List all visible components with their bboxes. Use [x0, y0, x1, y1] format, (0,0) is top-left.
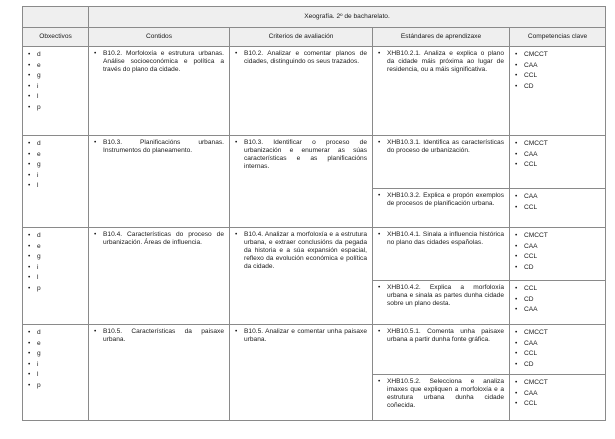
objective-item: • e [28, 150, 83, 161]
objective-item: • d [28, 139, 83, 150]
objective-item: • g [28, 71, 83, 82]
competences-list [515, 328, 600, 370]
competence-item: • CMCCT [515, 139, 600, 150]
criterion-cell [230, 47, 373, 136]
standard-cell [373, 375, 510, 421]
competence-item: • CMCCT [515, 378, 600, 389]
standard-cell [373, 325, 510, 375]
objective-item: • d [28, 328, 83, 339]
content-text: • B10.4. Características do proceso de urbanización. Áreas de influencia. [94, 231, 224, 247]
criterion-text: • B10.4. Analizar a morfoloxía e a estrutura urbana, e extraer conclusións da pegada da historia e a súa expansión espacial, reflexo da evolución económica e política da cidade. [235, 231, 367, 271]
content-cell [89, 47, 230, 136]
content-text: • B10.2. Morfoloxía e estrutura urbanas. Análise socioeconómica e política a través do plano da cidade. [94, 50, 224, 74]
standard-text: • XHB10.4.1. Sinala a influencia histórica no plano das cidades españolas. [378, 231, 504, 247]
objectives-cell [23, 228, 89, 325]
content-cell [89, 136, 230, 228]
objectives-cell [23, 47, 89, 136]
competence-item: • CD [515, 82, 600, 93]
column-header-competences: Competencias clave [510, 28, 606, 47]
objective-item: • p [28, 103, 83, 114]
curriculum-table [22, 6, 606, 421]
competences-list [515, 139, 600, 171]
title-row [23, 7, 606, 28]
criterion-cell [230, 325, 373, 421]
objective-item: • g [28, 252, 83, 263]
competence-item: • CAA [515, 305, 600, 316]
competences-cell [510, 281, 606, 325]
competence-item: • CMCCT [515, 328, 600, 339]
competence-item: • CD [515, 295, 600, 306]
competence-item: • CCL [515, 252, 600, 263]
competence-item: • CCL [515, 399, 600, 410]
competences-list [515, 231, 600, 273]
objective-item: • g [28, 349, 83, 360]
competence-item: • CAA [515, 389, 600, 400]
objective-item: • l [28, 370, 83, 381]
content-cell [89, 325, 230, 421]
competence-item: • CAA [515, 61, 600, 72]
objective-item: • i [28, 360, 83, 371]
standard-text: • XHB10.3.2. Explica e propón exemplos de procesos de planificación urbana. [378, 192, 504, 208]
objective-item: • i [28, 82, 83, 93]
competence-item: • CMCCT [515, 231, 600, 242]
table-title: Xeografía. 2º de bacharelato. [89, 7, 606, 28]
competence-item: • CCL [515, 71, 600, 82]
objective-item: • l [28, 181, 83, 192]
criterion-text: • B10.5. Analizar e comentar unha paisaxe urbana. [235, 328, 367, 344]
objective-item: • i [28, 171, 83, 182]
standard-text: • XHB10.4.2. Explica a morfoloxía urbana e sinala as partes dunha cidade sobre un plano desta. [378, 284, 504, 308]
criterion-text: • B10.3. Identificar o proceso de urbanización e enumerar as súas características e as planificacións internas. [235, 139, 367, 171]
competences-cell [510, 228, 606, 281]
standard-cell [373, 136, 510, 189]
objective-item: • e [28, 339, 83, 350]
competences-cell [510, 325, 606, 375]
column-header-row [23, 28, 606, 47]
content-text: • B10.3. Planificacións urbanas. Instrumentos do planeamento. [94, 139, 224, 155]
objective-item: • i [28, 263, 83, 274]
competence-item: • CD [515, 360, 600, 371]
objective-item: • e [28, 242, 83, 253]
title-blank-cell [23, 7, 89, 28]
competences-cell [510, 47, 606, 136]
objective-item: • e [28, 61, 83, 72]
standard-text: • XHB10.2.1. Analiza e explica o plano da cidade máis próxima ao lugar de residencia, ou a máis significativa. [378, 50, 504, 74]
content-cell [89, 228, 230, 325]
objectives-list [28, 231, 83, 294]
competences-list [515, 378, 600, 410]
standard-text: • XHB10.5.1. Comenta unha paisaxe urbana a partir dunha fonte gráfica. [378, 328, 504, 344]
table-row [23, 228, 606, 281]
standard-text: • XHB10.3.1. Identifica as características do proceso de urbanización. [378, 139, 504, 155]
objective-item: • p [28, 381, 83, 392]
competences-list [515, 192, 600, 213]
competence-item: • CAA [515, 150, 600, 161]
competences-cell [510, 189, 606, 228]
objectives-cell [23, 136, 89, 228]
criterion-cell [230, 136, 373, 228]
standard-cell [373, 281, 510, 325]
competence-item: • CAA [515, 339, 600, 350]
table-row [23, 325, 606, 375]
objectives-cell [23, 325, 89, 421]
competence-item: • CCL [515, 284, 600, 295]
objective-item: • g [28, 160, 83, 171]
objective-item: • l [28, 273, 83, 284]
column-header-objectives: Obxectivos [23, 28, 89, 47]
competence-item: • CAA [515, 192, 600, 203]
standard-text: • XHB10.5.2. Selecciona e analiza imaxes que expliquen a morfoloxía e a estrutura urbana dunha cidade coñecida. [378, 378, 504, 410]
column-header-contents: Contidos [89, 28, 230, 47]
competence-item: • CCL [515, 160, 600, 171]
column-header-standards: Estándares de aprendizaxe [373, 28, 510, 47]
column-header-criteria: Criterios de avaliación [230, 28, 373, 47]
objective-item: • p [28, 284, 83, 295]
standard-cell [373, 189, 510, 228]
competences-cell [510, 375, 606, 421]
objectives-list [28, 139, 83, 192]
criterion-cell [230, 228, 373, 325]
table-row [23, 47, 606, 136]
standard-cell [373, 228, 510, 281]
competences-list [515, 284, 600, 316]
objective-item: • d [28, 50, 83, 61]
objectives-list [28, 50, 83, 113]
objectives-list [28, 328, 83, 391]
competences-cell [510, 136, 606, 189]
competence-item: • CCL [515, 349, 600, 360]
table-row [23, 136, 606, 189]
competence-item: • CCL [515, 203, 600, 214]
content-text: • B10.5. Características da paisaxe urbana. [94, 328, 224, 344]
competences-list [515, 50, 600, 92]
objective-item: • d [28, 231, 83, 242]
criterion-text: • B10.2. Analizar e comentar planos de cidades, distinguindo os seus trazados. [235, 50, 367, 66]
standard-cell [373, 47, 510, 136]
competence-item: • CAA [515, 242, 600, 253]
competence-item: • CD [515, 263, 600, 274]
competence-item: • CMCCT [515, 50, 600, 61]
objective-item: • l [28, 92, 83, 103]
